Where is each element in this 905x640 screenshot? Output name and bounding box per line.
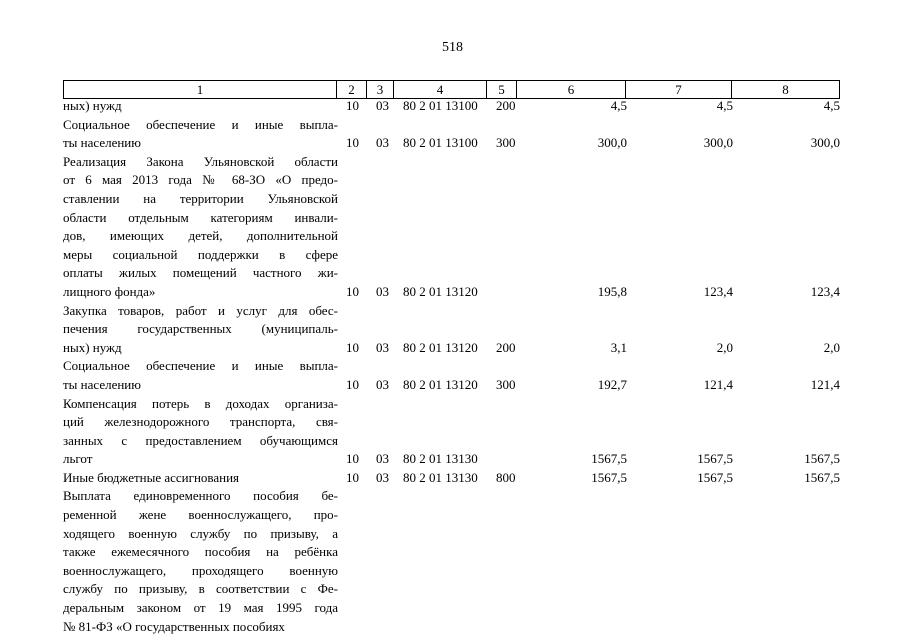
table-row <box>63 395 843 469</box>
cell-c3: 03 <box>376 469 389 485</box>
description-line: Компенсация потерь в доходах организа- <box>63 395 338 411</box>
description-line: Иные бюджетные ассигнования <box>63 469 240 485</box>
description-line: Выплата единовременного пособия бе- <box>63 488 338 504</box>
row-description <box>63 302 338 358</box>
row-description <box>63 97 338 116</box>
cell-c6: 1567,5 <box>591 451 627 467</box>
header-col-1: 1 <box>64 81 337 99</box>
cell-c5: 800 <box>496 469 516 485</box>
cell-c3: 03 <box>376 135 389 151</box>
description-line: дов, имеющих детей, дополнительной <box>63 228 338 244</box>
cell-c5: 200 <box>496 339 516 355</box>
cell-c8: 123,4 <box>810 283 840 299</box>
cell-c8: 2,0 <box>823 339 840 355</box>
header-col-5: 5 <box>487 81 517 99</box>
description-line: Реализация Закона Ульяновской области <box>63 153 338 169</box>
cell-c7: 123,4 <box>703 283 733 299</box>
description-line: от 6 мая 2013 года № 68-ЗО «О предо- <box>63 172 338 188</box>
table-row <box>63 302 843 358</box>
cell-c6: 192,7 <box>597 376 627 392</box>
description-line: ходящего военную службу по призыву, а <box>63 525 338 541</box>
cell-c6: 4,5 <box>610 98 627 113</box>
cell-c8: 121,4 <box>810 376 840 392</box>
cell-c5: 300 <box>496 376 516 392</box>
description-line: Социальное обеспечение и иные выпла- <box>63 358 338 374</box>
row-description <box>63 116 338 153</box>
cell-c2: 10 <box>346 135 359 151</box>
description-line: Закупка товаров, работ и услуг для обес- <box>63 302 338 318</box>
page-number: 518 <box>442 40 463 55</box>
cell-c2: 10 <box>346 283 359 299</box>
table-body <box>63 97 843 636</box>
cell-c6: 300,0 <box>597 135 627 151</box>
row-description <box>63 395 338 469</box>
cell-c3: 03 <box>376 98 389 113</box>
description-line: лищного фонда» <box>63 283 156 299</box>
table-row <box>63 97 843 116</box>
header-col-3: 3 <box>367 81 394 99</box>
cell-c6: 3,1 <box>610 339 627 355</box>
header-col-4: 4 <box>394 81 487 99</box>
cell-c3: 03 <box>376 376 389 392</box>
description-line: ты населению <box>63 376 141 392</box>
cell-c4: 80 2 01 13120 <box>403 376 478 392</box>
description-line: занных с предоставлением обучающимся <box>63 432 338 448</box>
table-row <box>63 116 843 153</box>
cell-c2: 10 <box>346 469 359 485</box>
table-row <box>63 487 843 636</box>
row-description <box>63 469 338 488</box>
description-line: льгот <box>63 451 93 467</box>
cell-c8: 300,0 <box>810 135 840 151</box>
description-line: Социальное обеспечение и иные выпла- <box>63 116 338 132</box>
cell-c7: 1567,5 <box>697 451 733 467</box>
cell-c7: 4,5 <box>716 98 733 113</box>
description-line: меры социальной поддержки в сфере <box>63 246 338 262</box>
cell-c5: 300 <box>496 135 516 151</box>
cell-c4: 80 2 01 13120 <box>403 339 478 355</box>
table-row <box>63 357 843 394</box>
description-line: службу по призыву, в соответствии с Фе- <box>63 581 338 597</box>
cell-c2: 10 <box>346 339 359 355</box>
cell-c4: 80 2 01 13100 <box>403 98 478 113</box>
description-line: области отдельным категориям инвали- <box>63 209 338 225</box>
cell-c8: 1567,5 <box>804 451 840 467</box>
description-line: печения государственных (муниципаль- <box>63 321 338 337</box>
description-line: № 81-ФЗ «О государственных пособиях <box>63 618 285 634</box>
cell-c7: 121,4 <box>703 376 733 392</box>
row-description <box>63 487 338 636</box>
cell-c2: 10 <box>346 376 359 392</box>
cell-c8: 4,5 <box>823 98 840 113</box>
cell-c2: 10 <box>346 98 359 113</box>
cell-c3: 03 <box>376 339 389 355</box>
cell-c2: 10 <box>346 451 359 467</box>
cell-c3: 03 <box>376 451 389 467</box>
description-line: также ежемесячного пособия на ребёнка <box>63 544 338 560</box>
cell-c5: 200 <box>496 98 516 113</box>
cell-c4: 80 2 01 13120 <box>403 283 478 299</box>
row-description <box>63 357 338 394</box>
description-line: ставлении на территории Ульяновской <box>63 190 338 206</box>
header-col-8: 8 <box>732 81 840 99</box>
cell-c4: 80 2 01 13130 <box>403 451 478 467</box>
cell-c6: 1567,5 <box>591 469 627 485</box>
header-col-7: 7 <box>626 81 732 99</box>
table-row <box>63 469 843 488</box>
description-line: оплаты жилых помещений частного жи- <box>63 265 338 281</box>
description-line: ты населению <box>63 135 141 151</box>
cell-c6: 195,8 <box>597 283 627 299</box>
table-row <box>63 153 843 302</box>
cell-c3: 03 <box>376 283 389 299</box>
header-col-2: 2 <box>337 81 367 99</box>
cell-c7: 300,0 <box>703 135 733 151</box>
description-line: военнослужащего, проходящего военную <box>63 562 338 578</box>
description-line: ций железнодорожного транспорта, свя- <box>63 414 338 430</box>
row-description <box>63 153 338 302</box>
cell-c7: 2,0 <box>716 339 733 355</box>
cell-c8: 1567,5 <box>804 469 840 485</box>
description-line: деральным законом от 19 мая 1995 года <box>63 600 338 616</box>
header-col-6: 6 <box>517 81 626 99</box>
description-line: ных) нужд <box>63 339 122 355</box>
description-line: ных) нужд <box>63 98 122 113</box>
description-line: ременной жене военнослужащего, про- <box>63 507 338 523</box>
cell-c4: 80 2 01 13100 <box>403 135 478 151</box>
cell-c7: 1567,5 <box>697 469 733 485</box>
cell-c4: 80 2 01 13130 <box>403 469 478 485</box>
